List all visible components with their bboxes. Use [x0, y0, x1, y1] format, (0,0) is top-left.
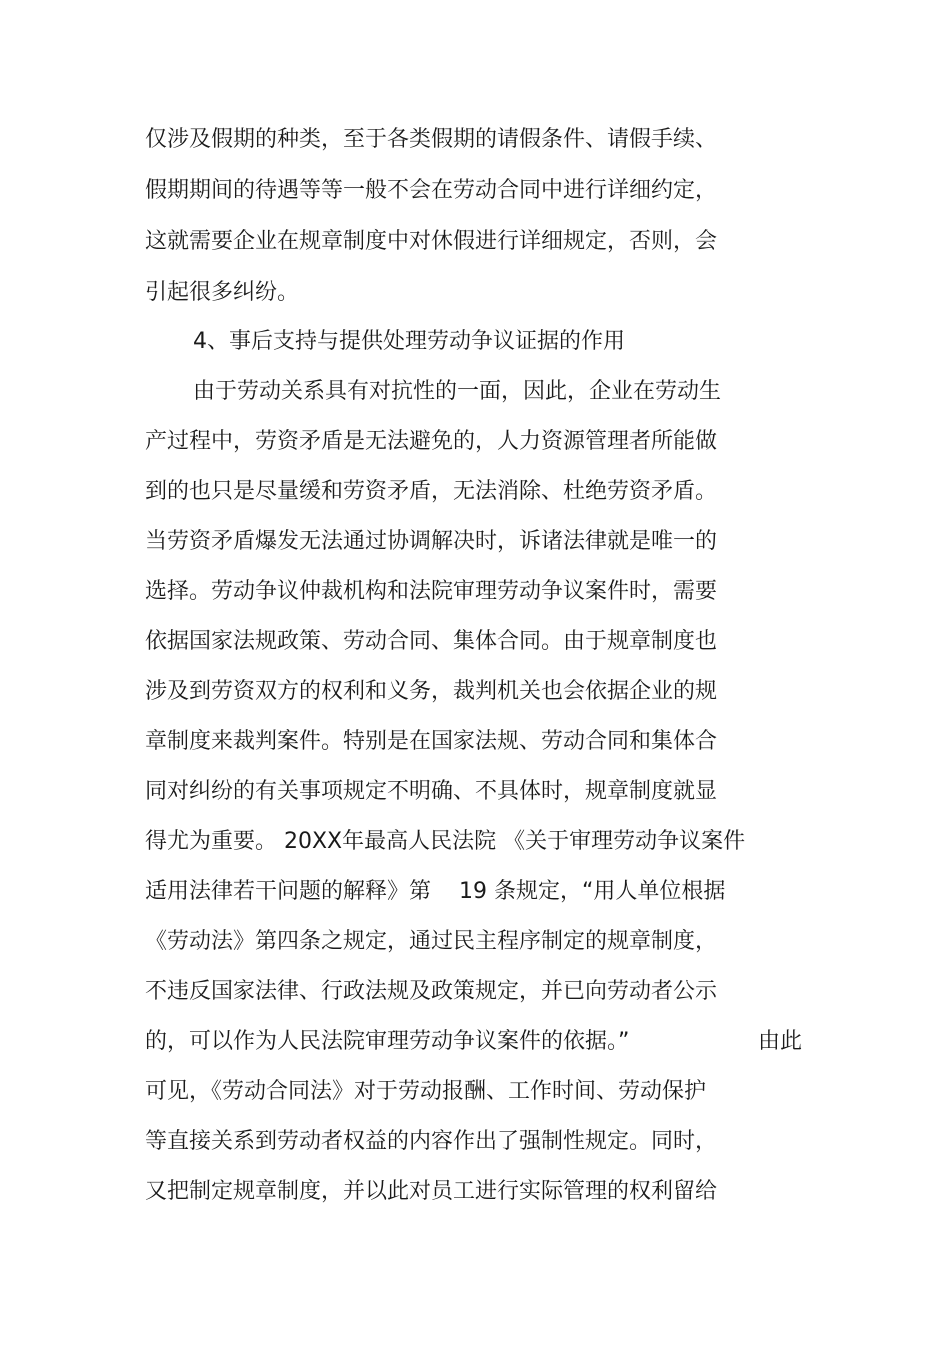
text-line-3: 这就需要企业在规章制度中对休假进行详细规定，否则，会: [145, 229, 718, 254]
text-line-20: 可见，《劳动合同法》对于劳动报酬、工作时间、劳动保护: [145, 1079, 707, 1104]
text-line-1: 仅涉及假期的种类，至于各类假期的请假条件、请假手续、: [145, 127, 718, 152]
text-line-10: 选择。劳动争议仲裁机构和法院审理劳动争议案件时，需要: [145, 579, 718, 604]
text-line-6: 由于劳动关系具有对抗性的一面，因此，企业在劳动生: [193, 379, 722, 404]
text-line-16: 适用法律若干问题的解释》第 19 条规定，“用人单位根据: [145, 879, 726, 904]
text-line-7: 产过程中，劳资矛盾是无法避免的，人力资源管理者所能做: [145, 429, 718, 454]
text-line-21: 等直接关系到劳动者权益的内容作出了强制性规定。同时，: [145, 1129, 718, 1154]
text-line-22: 又把制定规章制度，并以此对员工进行实际管理的权利留给: [145, 1179, 718, 1204]
text-line-11: 依据国家法规政策、劳动合同、集体合同。由于规章制度也: [145, 629, 718, 654]
text-line-15: 得尤为重要。 20XX年最高人民法院 《关于审理劳动争议案件: [145, 829, 746, 854]
text-line-4: 引起很多纠纷。: [145, 280, 300, 305]
text-line-17: 《劳动法》第四条之规定，通过民主程序制定的规章制度，: [145, 929, 718, 954]
text-line-8: 到的也只是尽量缓和劳资矛盾，无法消除、杜绝劳资矛盾。: [145, 479, 718, 504]
text-line-18: 不违反国家法律、行政法规及政策规定，并已向劳动者公示: [145, 979, 718, 1004]
text-line-19-tail: 由此: [758, 1029, 803, 1054]
section-heading: 4、事后支持与提供处理劳动争议证据的作用: [193, 329, 625, 354]
text-line-12: 涉及到劳资双方的权利和义务，裁判机关也会依据企业的规: [145, 679, 718, 704]
text-line-9: 当劳资矛盾爆发无法通过协调解决时，诉诸法律就是唯一的: [145, 529, 718, 554]
text-line-13: 章制度来裁判案件。特别是在国家法规、劳动合同和集体合: [145, 729, 718, 754]
text-line-19: 的，可以作为人民法院审理劳动争议案件的依据。”: [145, 1029, 630, 1054]
text-line-2: 假期期间的待遇等等一般不会在劳动合同中进行详细约定，: [145, 178, 718, 203]
text-line-14: 同对纠纷的有关事项规定不明确、不具体时，规章制度就显: [145, 779, 718, 804]
